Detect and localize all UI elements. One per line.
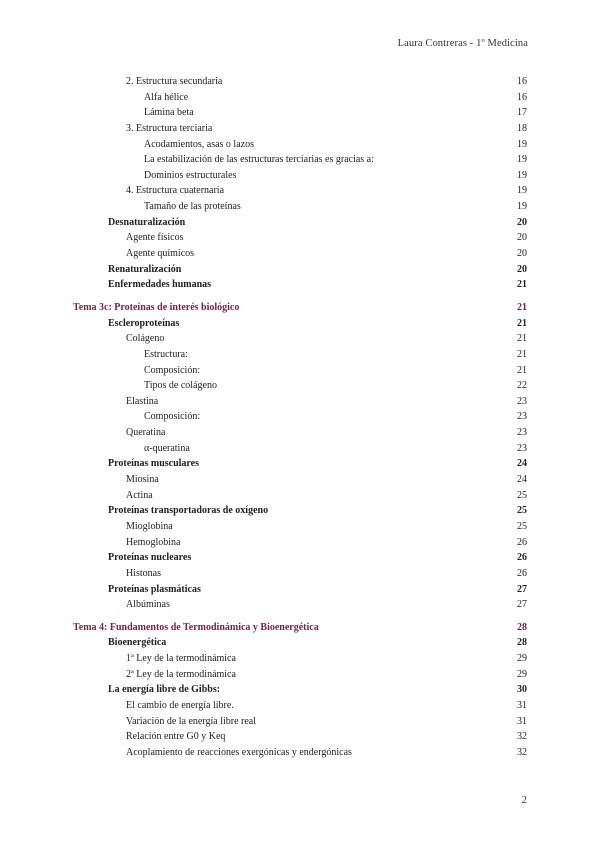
toc-entry[interactable]: [0, 331, 600, 347]
toc-entry[interactable]: [0, 667, 600, 683]
toc-entry[interactable]: [0, 105, 600, 121]
toc-entry[interactable]: [0, 456, 600, 472]
toc-entry[interactable]: [0, 246, 600, 262]
toc-entry[interactable]: [0, 347, 600, 363]
toc-entry-title: Proteínas nucleares: [108, 552, 192, 564]
section-gap: [0, 293, 600, 300]
toc-entry[interactable]: [0, 394, 600, 410]
toc-entry[interactable]: [0, 230, 600, 246]
toc-entry-page: 26: [517, 552, 527, 564]
toc-entry-title: Elastina: [126, 395, 159, 407]
toc-entry-page: 26: [517, 567, 527, 579]
toc-entry[interactable]: [0, 698, 600, 714]
toc-entry-page: 21: [517, 364, 527, 376]
toc-entry-title: El cambio de energía libre.: [126, 699, 234, 711]
toc-entry-page: 28: [517, 637, 527, 649]
toc-entry-page: 19: [517, 138, 527, 150]
toc-entry-page: 25: [517, 520, 527, 532]
toc-entry[interactable]: [0, 597, 600, 613]
toc-entry-page: 19: [517, 201, 527, 213]
toc-entry[interactable]: [0, 316, 600, 332]
toc-entry[interactable]: [0, 152, 600, 168]
toc-entry-title: 2ª Ley de la termodinámica: [126, 668, 236, 680]
toc-entry-page: 23: [517, 411, 527, 423]
toc-entry-page: 23: [517, 442, 527, 454]
toc-entry-page: 27: [517, 583, 527, 595]
toc-entry-title: La energía libre de Gibbs:: [108, 684, 221, 696]
toc-entry-page: 18: [517, 122, 527, 134]
toc-entry-page: 17: [517, 107, 527, 119]
toc-entry[interactable]: [0, 550, 600, 566]
toc-entry-title: Composición:: [144, 411, 201, 423]
toc-entry[interactable]: [0, 199, 600, 215]
toc-entry[interactable]: [0, 682, 600, 698]
toc-entry-page: 19: [517, 185, 527, 197]
toc-entry-title: Desnaturalización: [108, 216, 186, 228]
toc-entry-title: Relación entre G0 y Keq: [126, 731, 226, 743]
toc-entry[interactable]: [0, 74, 600, 90]
toc-entry-title: Enfermedades humanas: [108, 279, 212, 291]
toc-entry-title: Proteínas transportadoras de oxígeno: [108, 505, 269, 517]
toc-entry-page: 21: [517, 301, 527, 313]
toc-entry-title: 1ª Ley de la termodinámica: [126, 653, 236, 665]
toc-entry-page: 27: [517, 599, 527, 611]
toc-entry-page: 20: [517, 232, 527, 244]
toc-entry-title: Renaturalización: [108, 263, 182, 275]
toc-entry-title: La estabilización de las estructuras terciarias es gracias a:: [144, 154, 374, 166]
toc-entry[interactable]: [0, 168, 600, 184]
toc-entry-title: Tamaño de las proteínas: [144, 201, 241, 213]
toc-entry-page: 26: [517, 536, 527, 548]
toc-entry-title: Albúminas: [126, 599, 170, 611]
toc-entry-title: Alfa hélice: [144, 91, 189, 103]
toc-entry-page: 20: [517, 216, 527, 228]
toc-entry-page: 21: [517, 333, 527, 345]
toc-entry[interactable]: [0, 714, 600, 730]
toc-entry[interactable]: [0, 651, 600, 667]
toc-entry[interactable]: [0, 121, 600, 137]
toc-entry-title: Bioenergética: [108, 637, 167, 649]
toc-entry[interactable]: [0, 503, 600, 519]
toc-entry[interactable]: [0, 729, 600, 745]
toc-entry-page: 29: [517, 653, 527, 665]
toc-entry-title: 2. Estructura secundaria: [126, 76, 223, 87]
toc-entry-page: 25: [517, 489, 527, 501]
toc-entry-page: 20: [517, 263, 527, 275]
toc-entry-title: Escleroproteínas: [108, 317, 180, 329]
toc-entry[interactable]: [0, 262, 600, 278]
toc-entry-title: Hemoglobina: [126, 536, 181, 548]
toc-entry-title: Estructura:: [144, 348, 188, 360]
toc-entry-title: Miosina: [126, 474, 159, 486]
toc-entry[interactable]: [0, 488, 600, 504]
toc-entry[interactable]: [0, 378, 600, 394]
toc-entry-page: 24: [517, 474, 527, 486]
toc-entry[interactable]: [0, 535, 600, 551]
toc-entry-title: Tipos de colágeno: [144, 380, 217, 392]
toc-entry-title: Mioglobina: [126, 520, 173, 532]
toc-entry-title: Agente físicos: [126, 232, 184, 244]
toc-entry[interactable]: [0, 582, 600, 598]
toc-entry-title: Proteínas plasmáticas: [108, 583, 201, 595]
toc-entry-title: Histonas: [126, 567, 161, 579]
toc-entry-page: 21: [517, 279, 527, 291]
toc-entry-title: 4. Estructura cuaternaria: [126, 185, 225, 197]
toc-entry-title: Colágeno: [126, 333, 165, 345]
toc-entry[interactable]: [0, 566, 600, 582]
toc-entry[interactable]: [0, 409, 600, 425]
toc-entry-title: Tema 4: Fundamentos de Termodinámica y Bioenergética: [73, 621, 319, 633]
toc-entry-title: Tema 3c: Proteínas de interés biológico: [73, 301, 240, 313]
toc-entry-page: 24: [517, 458, 527, 470]
toc-entry-page: 23: [517, 395, 527, 407]
toc-entry-title: Acoplamiento de reacciones exergónicas y endergónicas: [126, 746, 352, 758]
toc-entry-page: 32: [517, 746, 527, 758]
toc-entry-page: 21: [517, 348, 527, 360]
toc-entry-page: 32: [517, 731, 527, 743]
page-number: 2: [521, 794, 527, 806]
toc-entry-page: 20: [517, 248, 527, 260]
toc-entry[interactable]: [0, 745, 600, 761]
toc-entry-title: Dominios estructurales: [144, 169, 237, 181]
toc-entry-page: 16: [517, 91, 527, 103]
toc-entry-page: 31: [517, 699, 527, 711]
toc-entry-page: 25: [517, 505, 527, 517]
toc-entry[interactable]: [0, 441, 600, 457]
toc-entry-title: Acodamientos, asas o lazos: [144, 138, 254, 150]
toc-entry-title: Proteínas musculares: [108, 458, 200, 470]
toc-entry-title: α-queratina: [144, 442, 190, 454]
toc-entry-title: Agente químicos: [126, 248, 195, 260]
toc-entry-page: 16: [517, 76, 527, 87]
toc-theme-entry[interactable]: [0, 300, 600, 316]
toc-entry-page: 19: [517, 169, 527, 181]
toc-entry-title: Lámina beta: [144, 107, 194, 119]
toc-entry[interactable]: [0, 519, 600, 535]
toc-entry[interactable]: [0, 425, 600, 441]
page-header: Laura Contreras - 1º Medicina: [397, 38, 528, 49]
toc-theme-entry[interactable]: [0, 620, 600, 636]
toc-entry[interactable]: [0, 215, 600, 231]
toc-entry[interactable]: [0, 472, 600, 488]
toc-entry[interactable]: [0, 363, 600, 379]
table-of-contents: [0, 74, 600, 761]
toc-entry-page: 22: [517, 380, 527, 392]
toc-entry[interactable]: [0, 90, 600, 106]
toc-entry-page: 21: [517, 317, 527, 329]
toc-entry-page: 30: [517, 684, 527, 696]
toc-entry-page: 29: [517, 668, 527, 680]
toc-entry[interactable]: [0, 635, 600, 651]
toc-entry-title: Actina: [126, 489, 153, 501]
toc-entry-page: 23: [517, 427, 527, 439]
toc-entry[interactable]: [0, 277, 600, 293]
toc-entry-page: 28: [517, 621, 527, 633]
toc-entry-title: Variación de la energía libre real: [126, 715, 257, 727]
toc-entry-title: Queratina: [126, 427, 166, 439]
toc-entry-title: Composición:: [144, 364, 201, 376]
section-gap: [0, 613, 600, 620]
toc-entry[interactable]: [0, 137, 600, 153]
toc-entry-title: 3. Estructura terciaria: [126, 122, 213, 134]
toc-entry-page: 31: [517, 715, 527, 727]
toc-entry[interactable]: [0, 183, 600, 199]
toc-entry-page: 19: [517, 154, 527, 166]
